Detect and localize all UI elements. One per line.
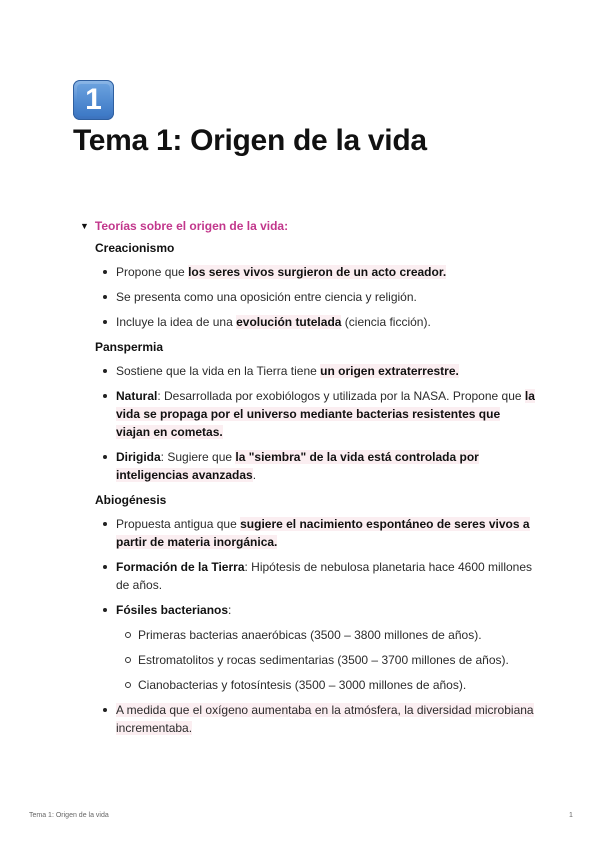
section-heading-panspermia: Panspermia: [95, 340, 164, 354]
panspermia-list: [95, 362, 535, 484]
toggle-block[interactable]: [80, 219, 288, 233]
footer-title: Tema 1: Origen de la vida: [29, 812, 109, 819]
list-item: Formación de la Tierra: Hipótesis de nebulosa planetaria hace 4600 millones de años.: [116, 558, 535, 594]
list-item: Natural: Desarrollada por exobiólogos y utilizada por la NASA. Propone que la vida se propaga por el universo mediante bacterias resistentes que viajan en cometas.: [116, 389, 535, 439]
toggle-content: [95, 239, 535, 744]
creacionismo-list: [95, 263, 535, 331]
page-number: 1: [569, 812, 573, 819]
sublist-item: Primeras bacterias anaeróbicas (3500 – 3800 millones de años).: [138, 626, 535, 644]
list-item: A medida que el oxígeno aumentaba en la atmósfera, la diversidad microbiana incrementaba.: [116, 703, 534, 735]
list-item: Se presenta como una oposición entre ciencia y religión.: [116, 288, 535, 306]
sublist-item: Estromatolitos y rocas sedimentarias (3500 – 3700 millones de años).: [138, 651, 535, 669]
sublist-item: Cianobacterias y fotosíntesis (3500 – 3000 millones de años).: [138, 676, 535, 694]
page-title: Tema 1: Origen de la vida: [73, 124, 427, 157]
list-item: Fósiles bacterianos: Primeras bacterias anaeróbicas (3500 – 3800 millones de años). Estromatolitos y rocas sedimentarias (3500 – 3700 millones de años). Cianobacterias y fotosíntesis (3500 – 3000 millones de años).: [116, 601, 535, 694]
list-item: Propone que los seres vivos surgieron de un acto creador.: [116, 263, 535, 281]
list-item: Sostiene que la vida en la Tierra tiene un origen extraterrestre.: [116, 362, 535, 380]
list-item: Propuesta antigua que sugiere el nacimiento espontáneo de seres vivos a partir de materia inorgánica.: [116, 515, 535, 551]
toggle-triangle-icon[interactable]: ▼: [80, 221, 89, 231]
abiogenesis-list: [95, 515, 535, 737]
keycap-one-icon: 1: [73, 80, 114, 120]
section-heading-creacionismo: Creacionismo: [95, 241, 175, 255]
list-item: Incluye la idea de una evolución tutelada (ciencia ficción).: [116, 313, 535, 331]
fossils-sublist: [116, 626, 535, 694]
section-heading-abiogenesis: Abiogénesis: [95, 493, 167, 507]
toggle-summary[interactable]: Teorías sobre el origen de la vida:: [94, 219, 289, 233]
list-item: Dirigida: Sugiere que la "siembra" de la vida está controlada por inteligencias avanzadas.: [116, 448, 535, 484]
